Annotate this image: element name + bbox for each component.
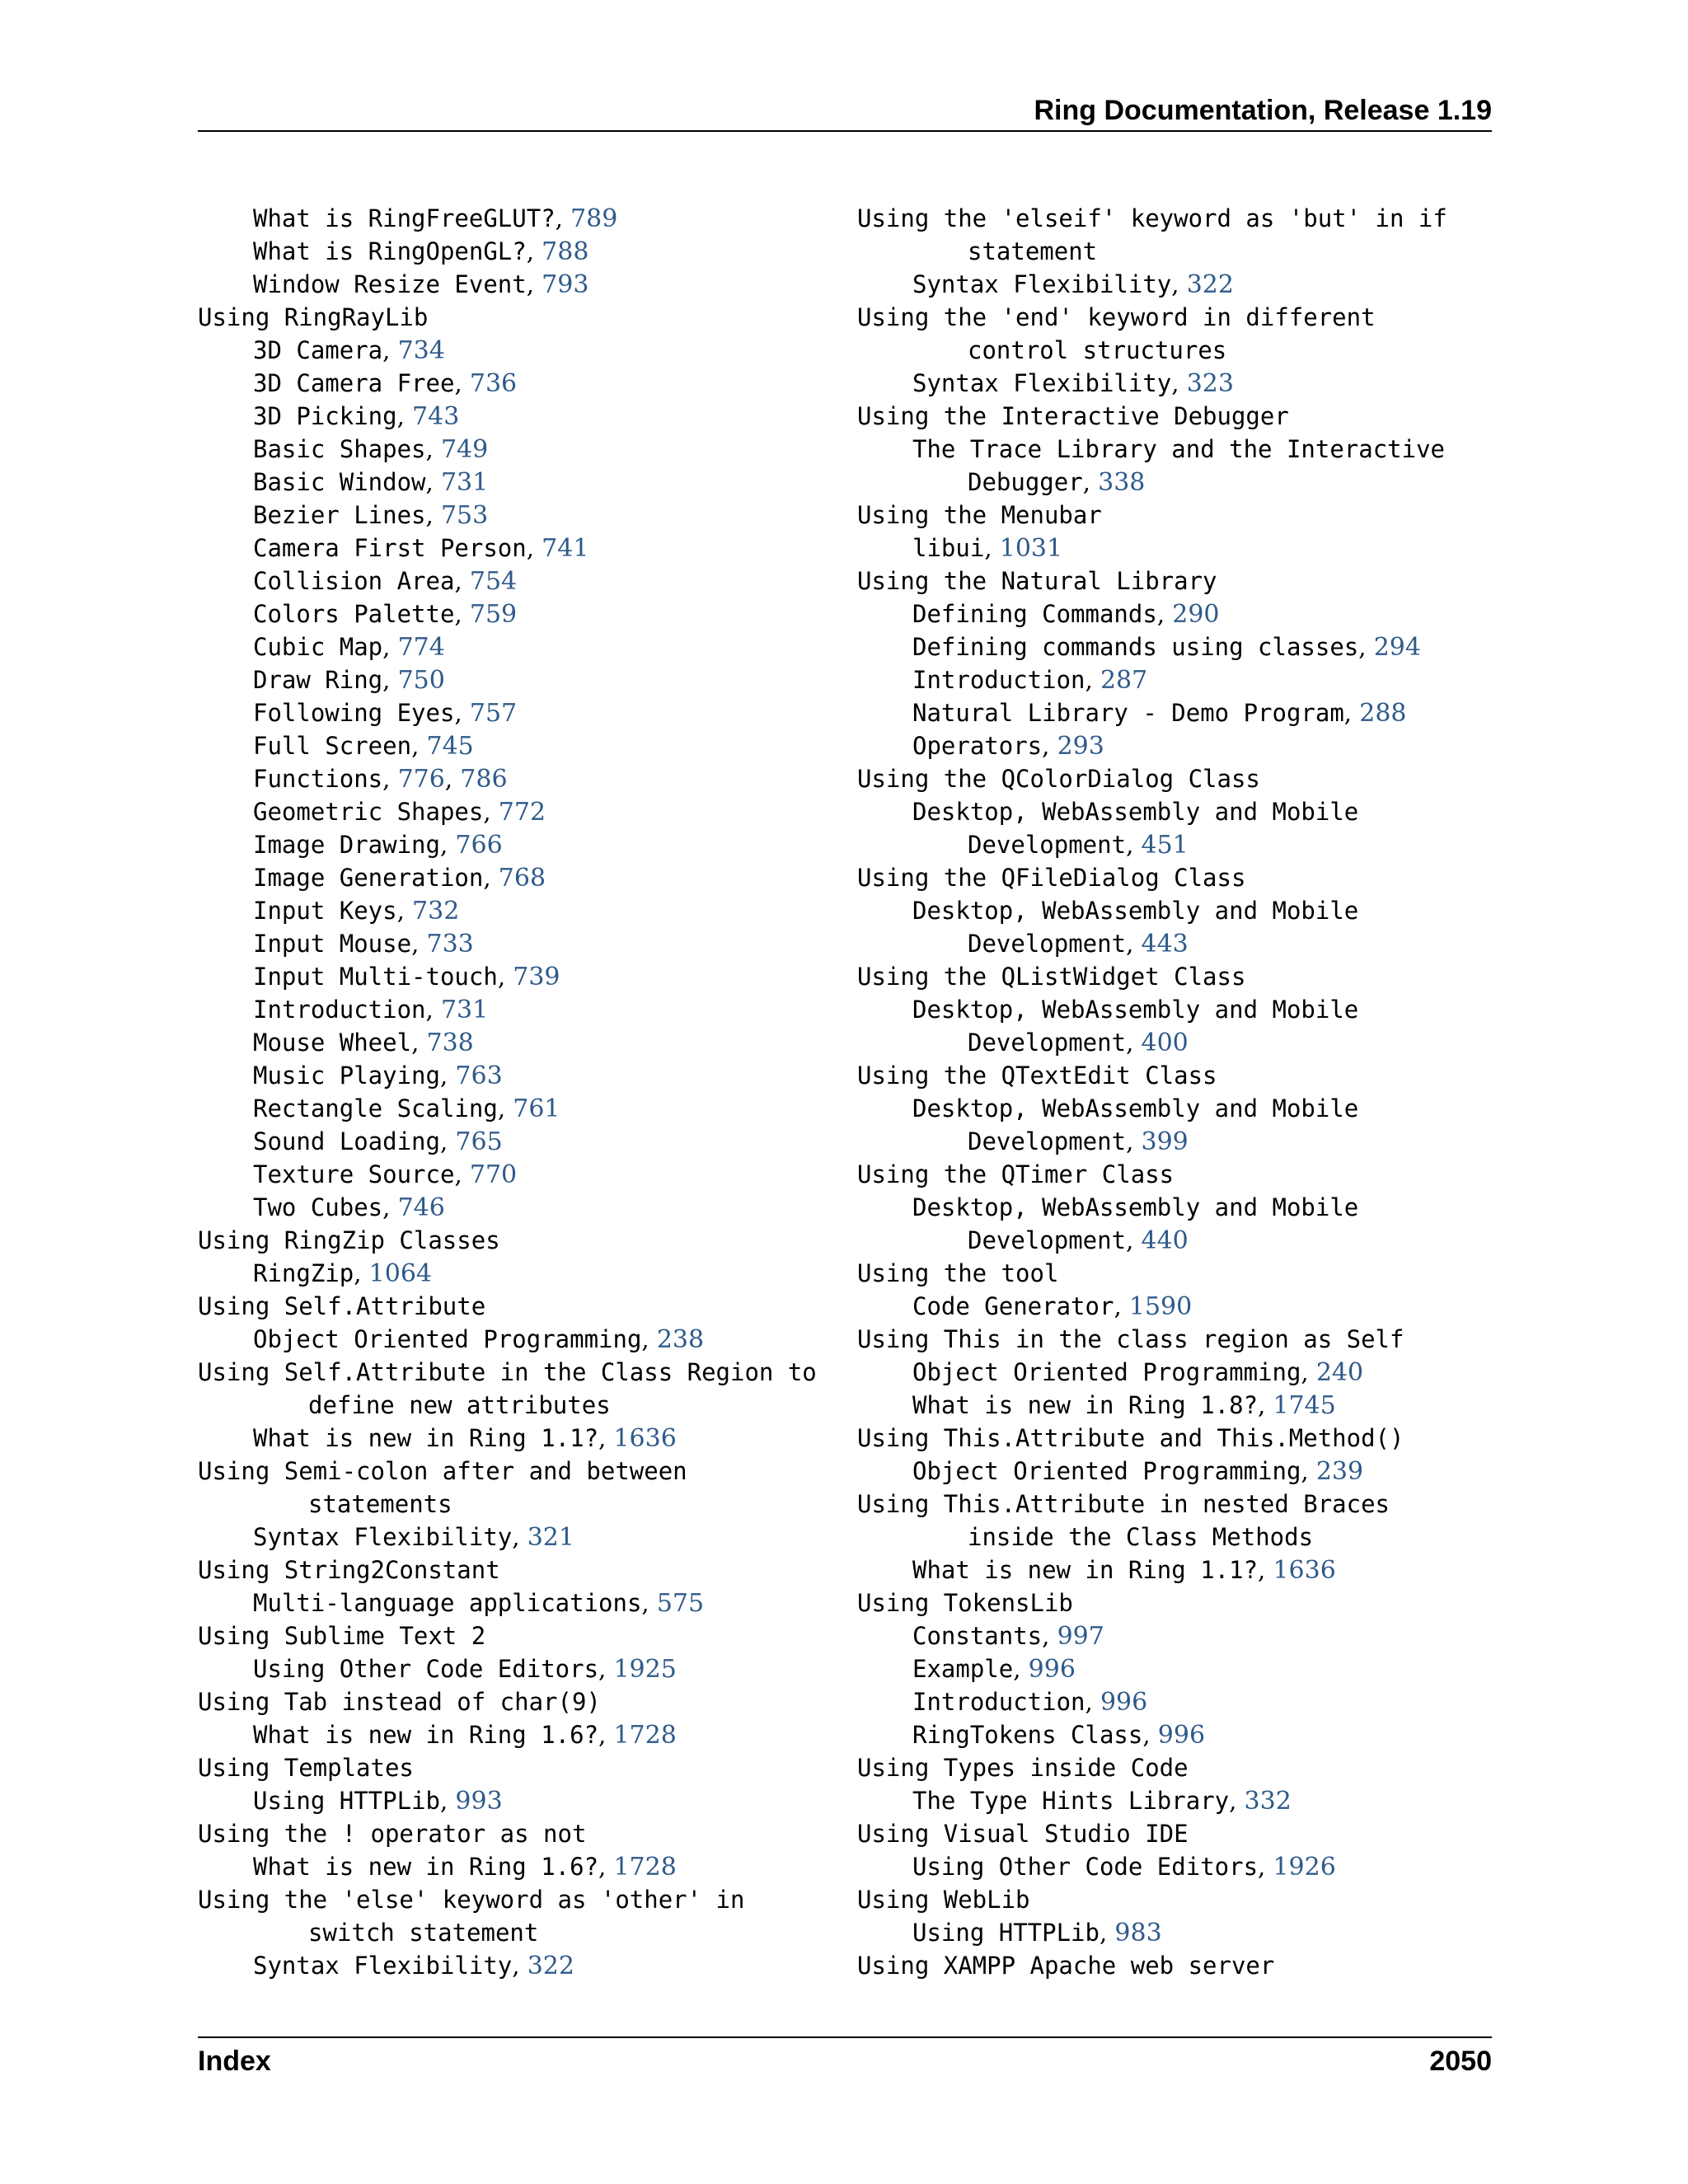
page-link[interactable]: 332 bbox=[1244, 1787, 1292, 1816]
page-link[interactable]: 753 bbox=[440, 501, 489, 530]
index-subentry: Using Other Code Editors, 1925 bbox=[253, 1655, 677, 1684]
page-link[interactable]: 1636 bbox=[1273, 1556, 1336, 1585]
index-subentry bbox=[857, 993, 1492, 1026]
page-link[interactable]: 1590 bbox=[1128, 1292, 1193, 1321]
index-entry bbox=[857, 1751, 1492, 1784]
index-subentry: Defining commands using classes, 294 bbox=[912, 633, 1421, 662]
index-subentry: What is new in Ring 1.8?, 1745 bbox=[912, 1391, 1336, 1420]
index-term: Window Resize Event bbox=[253, 270, 527, 298]
index-subentry bbox=[857, 795, 1492, 828]
index-term: Using Self.Attribute bbox=[198, 1292, 486, 1320]
index-entry bbox=[198, 1817, 832, 1850]
index-term: Development bbox=[968, 1226, 1127, 1254]
page-link[interactable]: 288 bbox=[1359, 699, 1407, 728]
index-term: Using the 'end' keyword in different bbox=[857, 303, 1376, 331]
index-subentry: RingTokens Class, 996 bbox=[912, 1721, 1206, 1750]
index-term: Object Oriented Programming bbox=[912, 1358, 1301, 1386]
index-term: Multi-language applications bbox=[253, 1589, 642, 1617]
index-entry bbox=[857, 762, 1492, 795]
index-subentry: Cubic Map, 774 bbox=[253, 633, 445, 662]
index-entry-continuation: Development, 440 bbox=[968, 1226, 1189, 1255]
index-entry-continuation: Development, 400 bbox=[968, 1029, 1189, 1057]
index-subentry: Collision Area, 754 bbox=[253, 567, 518, 596]
page-link[interactable]: 1745 bbox=[1273, 1391, 1336, 1420]
page-link[interactable]: 1926 bbox=[1273, 1853, 1336, 1882]
page-link[interactable]: 731 bbox=[440, 468, 489, 497]
index-term: switch statement bbox=[308, 1919, 539, 1947]
index-subentry: libui, 1031 bbox=[912, 534, 1063, 563]
page-link[interactable]: 1728 bbox=[613, 1721, 677, 1750]
index-subentry: Syntax Flexibility, 323 bbox=[912, 369, 1234, 398]
page-link[interactable]: 736 bbox=[469, 369, 518, 398]
index-subentry: 3D Camera, 734 bbox=[253, 336, 445, 365]
page-link[interactable]: 743 bbox=[412, 402, 460, 431]
page-link[interactable]: 772 bbox=[498, 798, 546, 827]
page-link[interactable]: 451 bbox=[1141, 831, 1189, 860]
page-link[interactable]: 293 bbox=[1057, 732, 1104, 761]
index-entry bbox=[857, 202, 1492, 235]
index-subentry bbox=[857, 894, 1492, 927]
index-entry bbox=[198, 1290, 832, 1323]
index-term: Using the QTextEdit Class bbox=[857, 1062, 1217, 1090]
index-subentry: Geometric Shapes, 772 bbox=[253, 798, 546, 827]
index-term: What is RingOpenGL? bbox=[253, 237, 527, 265]
page-link[interactable]: 996 bbox=[1157, 1721, 1206, 1750]
index-entry bbox=[198, 1751, 832, 1784]
index-term: Using This in the class region as Self bbox=[857, 1325, 1404, 1353]
page-link[interactable]: 440 bbox=[1141, 1226, 1189, 1255]
index-term: Using the 'else' keyword as 'other' in bbox=[198, 1886, 745, 1914]
index-subentry: Using Other Code Editors, 1926 bbox=[912, 1853, 1336, 1882]
index-term: Using This.Attribute and This.Method() bbox=[857, 1424, 1404, 1452]
index-term: Bezier Lines bbox=[253, 501, 426, 529]
index-term: Using XAMPP Apache web server bbox=[857, 1952, 1275, 1980]
index-term: Following Eyes bbox=[253, 699, 455, 727]
index-term: Functions bbox=[253, 765, 383, 793]
index-subentry: Operators, 293 bbox=[912, 732, 1104, 761]
index-entry bbox=[198, 1883, 832, 1916]
page-link[interactable]: 1636 bbox=[613, 1424, 677, 1453]
index-subentry: Constants, 997 bbox=[912, 1622, 1104, 1651]
index-entry bbox=[857, 861, 1492, 894]
index-term: statement bbox=[968, 237, 1098, 265]
index-entry bbox=[857, 565, 1492, 598]
index-term: Input Keys bbox=[253, 897, 397, 925]
index-subentry: Introduction, 996 bbox=[912, 1688, 1148, 1717]
index-entry-continuation: Development, 399 bbox=[968, 1127, 1189, 1156]
index-term: Defining commands using classes bbox=[912, 633, 1359, 661]
index-term: Using RingZip Classes bbox=[198, 1226, 500, 1254]
index-entry bbox=[857, 1586, 1492, 1619]
index-term: Operators bbox=[912, 732, 1043, 760]
page-link[interactable]: 290 bbox=[1172, 600, 1220, 629]
index-subentry: Syntax Flexibility, 322 bbox=[253, 1952, 574, 1980]
page-link[interactable]: 776 bbox=[397, 765, 445, 794]
index-term: Using the 'elseif' keyword as 'but' in if bbox=[857, 204, 1447, 232]
page-link[interactable]: 996 bbox=[1028, 1655, 1076, 1684]
index-subentry: The Type Hints Library, 332 bbox=[912, 1787, 1292, 1816]
index-entry bbox=[198, 1619, 832, 1652]
index-subentry: Introduction, 287 bbox=[912, 666, 1148, 695]
page-link[interactable]: 1031 bbox=[999, 534, 1063, 563]
index-term: The Trace Library and the Interactive bbox=[912, 435, 1446, 463]
index-term: Using the Natural Library bbox=[857, 567, 1217, 595]
index-subentry: Mouse Wheel, 738 bbox=[253, 1029, 474, 1057]
index-subentry: Bezier Lines, 753 bbox=[253, 501, 489, 530]
page-link[interactable]: 294 bbox=[1373, 633, 1421, 662]
index-term: Desktop, WebAssembly and Mobile bbox=[912, 1094, 1359, 1122]
header-rule bbox=[198, 130, 1492, 132]
index-term: RingZip bbox=[253, 1259, 354, 1287]
index-entry-continuation bbox=[857, 1521, 1492, 1554]
index-term: Mouse Wheel bbox=[253, 1029, 412, 1057]
index-subentry bbox=[857, 1092, 1492, 1125]
index-entry bbox=[857, 1323, 1492, 1356]
index-term: Syntax Flexibility bbox=[912, 270, 1172, 298]
index-subentry: Sound Loading, 765 bbox=[253, 1127, 503, 1156]
index-entry-continuation bbox=[857, 334, 1492, 367]
index-subentry: Colors Palette, 759 bbox=[253, 600, 518, 629]
page-link[interactable]: 322 bbox=[1186, 270, 1234, 299]
index-subentry: Texture Source, 770 bbox=[253, 1160, 518, 1189]
index-term: Desktop, WebAssembly and Mobile bbox=[912, 996, 1359, 1024]
running-header: Ring Documentation, Release 1.19 bbox=[1034, 95, 1492, 126]
index-entry bbox=[857, 960, 1492, 993]
index-subentry: RingZip, 1064 bbox=[253, 1259, 433, 1288]
page-link[interactable]: 731 bbox=[440, 996, 489, 1024]
index-entry-continuation bbox=[198, 1488, 832, 1521]
index-term: Introduction bbox=[912, 666, 1085, 694]
index-entry bbox=[857, 400, 1492, 433]
index-term: Introduction bbox=[912, 1688, 1085, 1716]
index-entry bbox=[198, 1356, 832, 1389]
index-term: Image Generation bbox=[253, 864, 484, 892]
page-link[interactable]: 238 bbox=[656, 1325, 705, 1354]
index-column-left bbox=[198, 202, 832, 1982]
index-term: Using Other Code Editors bbox=[253, 1655, 599, 1683]
index-term: Using the Interactive Debugger bbox=[857, 402, 1289, 430]
page-link[interactable]: 770 bbox=[469, 1160, 518, 1189]
index-term: What is new in Ring 1.6? bbox=[253, 1853, 599, 1881]
page-link[interactable]: 733 bbox=[426, 930, 474, 958]
index-term: Geometric Shapes bbox=[253, 798, 484, 826]
page-link[interactable]: 443 bbox=[1141, 930, 1189, 958]
index-entry bbox=[857, 301, 1492, 334]
index-term: Basic Shapes bbox=[253, 435, 426, 463]
index-term: Input Multi-touch bbox=[253, 963, 498, 991]
index-term: Using Semi-colon after and between bbox=[198, 1457, 687, 1485]
page-link[interactable]: 786 bbox=[460, 765, 508, 794]
index-subentry: Syntax Flexibility, 321 bbox=[253, 1523, 574, 1552]
page-link[interactable]: 745 bbox=[426, 732, 474, 761]
index-term: Example bbox=[912, 1655, 1014, 1683]
index-subentry: Object Oriented Programming, 239 bbox=[912, 1457, 1364, 1486]
page-link[interactable]: 996 bbox=[1100, 1688, 1148, 1717]
index-term: Using Templates bbox=[198, 1754, 414, 1782]
index-term: Camera First Person bbox=[253, 534, 527, 562]
page-footer bbox=[198, 2042, 1492, 2080]
index-term: Using HTTPLib bbox=[912, 1919, 1100, 1947]
index-entry-continuation bbox=[857, 235, 1492, 268]
index-subentry: 3D Picking, 743 bbox=[253, 402, 460, 431]
index-term: inside the Class Methods bbox=[968, 1523, 1314, 1551]
page-link[interactable]: 761 bbox=[513, 1094, 560, 1123]
page-link[interactable]: 739 bbox=[513, 963, 560, 991]
index-term: The Type Hints Library bbox=[912, 1787, 1230, 1815]
index-term: libui bbox=[912, 534, 985, 562]
index-subentry: What is RingOpenGL?, 788 bbox=[253, 237, 589, 266]
index-term: Debugger bbox=[968, 468, 1083, 496]
index-term: Using Tab instead of char(9) bbox=[198, 1688, 601, 1716]
index-term: Syntax Flexibility bbox=[253, 1523, 513, 1551]
index-subentry: What is new in Ring 1.1?, 1636 bbox=[253, 1424, 677, 1453]
index-entry bbox=[198, 1685, 832, 1718]
index-subentry: Using HTTPLib, 993 bbox=[253, 1787, 503, 1816]
index-subentry: Defining Commands, 290 bbox=[912, 600, 1220, 629]
page-link[interactable]: 789 bbox=[570, 204, 618, 233]
index-term: Introduction bbox=[253, 996, 426, 1024]
index-term: Two Cubes bbox=[253, 1193, 383, 1221]
page-link[interactable]: 741 bbox=[542, 534, 589, 563]
index-term: Collision Area bbox=[253, 567, 455, 595]
index-subentry: Introduction, 731 bbox=[253, 996, 489, 1024]
index-term: Using the ! operator as not bbox=[198, 1820, 587, 1848]
index-term: 3D Camera Free bbox=[253, 369, 455, 397]
index-term: Using the tool bbox=[857, 1259, 1059, 1287]
index-subentry bbox=[857, 1191, 1492, 1224]
page-link[interactable]: 774 bbox=[397, 633, 445, 662]
index-term: Full Screen bbox=[253, 732, 412, 760]
page-link[interactable]: 1728 bbox=[613, 1853, 677, 1882]
index-term: statements bbox=[308, 1490, 452, 1518]
index-subentry: Using HTTPLib, 983 bbox=[912, 1919, 1162, 1947]
index-entry bbox=[857, 1422, 1492, 1455]
index-subentry: What is new in Ring 1.6?, 1728 bbox=[253, 1853, 677, 1882]
index-subentry: What is new in Ring 1.1?, 1636 bbox=[912, 1556, 1336, 1585]
index-entry-continuation bbox=[198, 1389, 832, 1422]
page-link[interactable]: 732 bbox=[412, 897, 460, 926]
index-entry bbox=[198, 301, 832, 334]
index-entry bbox=[198, 1455, 832, 1488]
index-term: Draw Ring bbox=[253, 666, 383, 694]
index-subentry: Basic Shapes, 749 bbox=[253, 435, 489, 464]
index-subentry: 3D Camera Free, 736 bbox=[253, 369, 518, 398]
index-entry bbox=[857, 1158, 1492, 1191]
index-term: Basic Window bbox=[253, 468, 426, 496]
index-term: Development bbox=[968, 831, 1127, 859]
page-link[interactable]: 338 bbox=[1098, 468, 1146, 497]
index-term: Desktop, WebAssembly and Mobile bbox=[912, 897, 1359, 925]
index-subentry: Image Drawing, 766 bbox=[253, 831, 503, 860]
page-link[interactable]: 768 bbox=[498, 864, 546, 893]
index-term: Texture Source bbox=[253, 1160, 455, 1188]
index-term: Constants bbox=[912, 1622, 1043, 1650]
page-link[interactable]: 983 bbox=[1114, 1919, 1162, 1947]
index-term: Sound Loading bbox=[253, 1127, 440, 1155]
index-subentry: Full Screen, 745 bbox=[253, 732, 474, 761]
index-term: Using the Menubar bbox=[857, 501, 1102, 529]
index-term: Using the QFileDialog Class bbox=[857, 864, 1246, 892]
index-term: Development bbox=[968, 1127, 1127, 1155]
page-link[interactable]: 793 bbox=[542, 270, 589, 299]
index-subentry: Music Playing, 763 bbox=[253, 1062, 503, 1090]
index-term: What is new in Ring 1.1? bbox=[253, 1424, 599, 1452]
index-entry bbox=[857, 1488, 1492, 1521]
index-term: What is new in Ring 1.8? bbox=[912, 1391, 1259, 1419]
index-term: Music Playing bbox=[253, 1062, 440, 1090]
page-link[interactable]: 997 bbox=[1057, 1622, 1104, 1651]
index-term: What is RingFreeGLUT? bbox=[253, 204, 556, 232]
page-link[interactable]: 766 bbox=[455, 831, 503, 860]
index-term: Using HTTPLib bbox=[253, 1787, 440, 1815]
index-subentry: Object Oriented Programming, 238 bbox=[253, 1325, 705, 1354]
page-link[interactable]: 239 bbox=[1315, 1457, 1364, 1486]
page-link[interactable]: 400 bbox=[1141, 1029, 1189, 1057]
index-column-right bbox=[857, 202, 1492, 1982]
index-term: Object Oriented Programming bbox=[912, 1457, 1301, 1485]
index-term: Cubic Map bbox=[253, 633, 383, 661]
index-term: Using the QListWidget Class bbox=[857, 963, 1246, 991]
index-term: What is new in Ring 1.1? bbox=[912, 1556, 1259, 1584]
page-link[interactable]: 1064 bbox=[368, 1259, 433, 1288]
page-link[interactable]: 738 bbox=[426, 1029, 474, 1057]
page-link[interactable]: 757 bbox=[469, 699, 518, 728]
page-link[interactable]: 763 bbox=[455, 1062, 503, 1090]
index-entry bbox=[198, 1554, 832, 1586]
index-term: Using WebLib bbox=[857, 1886, 1030, 1914]
index-term: Using Types inside Code bbox=[857, 1754, 1189, 1782]
index-term: control structures bbox=[968, 336, 1227, 364]
page-link[interactable]: 765 bbox=[455, 1127, 503, 1156]
index-term: Development bbox=[968, 930, 1127, 958]
index-entry-continuation: Development, 443 bbox=[968, 930, 1189, 958]
index-term: Syntax Flexibility bbox=[253, 1952, 513, 1980]
index-entry bbox=[198, 1224, 832, 1257]
page-link[interactable]: 287 bbox=[1100, 666, 1148, 695]
index-subentry: Input Keys, 732 bbox=[253, 897, 460, 926]
index-term: Using TokensLib bbox=[857, 1589, 1073, 1617]
footer-section-label: Index bbox=[198, 2046, 271, 2077]
index-subentry: Object Oriented Programming, 240 bbox=[912, 1358, 1364, 1387]
index-term: Input Mouse bbox=[253, 930, 412, 958]
index-subentry: Input Multi-touch, 739 bbox=[253, 963, 560, 991]
index-term: 3D Camera bbox=[253, 336, 383, 364]
index-subentry: Example, 996 bbox=[912, 1655, 1076, 1684]
page-link[interactable]: 399 bbox=[1141, 1127, 1189, 1156]
index-subentry: What is new in Ring 1.6?, 1728 bbox=[253, 1721, 677, 1750]
page-link[interactable]: 993 bbox=[455, 1787, 503, 1816]
index-term: Using RingRayLib bbox=[198, 303, 429, 331]
index-term: define new attributes bbox=[308, 1391, 611, 1419]
index-entry bbox=[857, 1949, 1492, 1982]
index-term: Desktop, WebAssembly and Mobile bbox=[912, 798, 1359, 826]
page-link[interactable]: 749 bbox=[440, 435, 489, 464]
index-term: Syntax Flexibility bbox=[912, 369, 1172, 397]
index-term: RingTokens Class bbox=[912, 1721, 1143, 1749]
index-term: Image Drawing bbox=[253, 831, 440, 859]
index-term: Natural Library - Demo Program bbox=[912, 699, 1344, 727]
index-term: Development bbox=[968, 1029, 1127, 1057]
index-entry bbox=[857, 1883, 1492, 1916]
index-subentry: Image Generation, 768 bbox=[253, 864, 546, 893]
page-link[interactable]: 788 bbox=[542, 237, 589, 266]
index-subentry: Following Eyes, 757 bbox=[253, 699, 518, 728]
page-link[interactable]: 322 bbox=[527, 1952, 574, 1980]
footer-rule bbox=[198, 2036, 1492, 2038]
index-subentry: Rectangle Scaling, 761 bbox=[253, 1094, 560, 1123]
index-term: Colors Palette bbox=[253, 600, 455, 628]
page-link[interactable]: 746 bbox=[397, 1193, 445, 1222]
index-term: Using the QTimer Class bbox=[857, 1160, 1175, 1188]
index-subentry: Basic Window, 731 bbox=[253, 468, 489, 497]
index-subentry: Functions, 776, 786 bbox=[253, 765, 508, 794]
index-term: Object Oriented Programming bbox=[253, 1325, 642, 1353]
index-subentry: What is RingFreeGLUT?, 789 bbox=[253, 204, 618, 233]
index-term: What is new in Ring 1.6? bbox=[253, 1721, 599, 1749]
page-link[interactable]: 754 bbox=[469, 567, 518, 596]
page-link[interactable]: 750 bbox=[397, 666, 445, 695]
page-link[interactable]: 1925 bbox=[613, 1655, 677, 1684]
page-link[interactable]: 759 bbox=[469, 600, 518, 629]
index-subentry: Two Cubes, 746 bbox=[253, 1193, 445, 1222]
index-entry bbox=[857, 499, 1492, 532]
index-term: Using Sublime Text 2 bbox=[198, 1622, 486, 1650]
page-link[interactable]: 321 bbox=[527, 1523, 574, 1552]
index-subentry: Syntax Flexibility, 322 bbox=[912, 270, 1234, 299]
index-entry bbox=[857, 1059, 1492, 1092]
index-term: 3D Picking bbox=[253, 402, 397, 430]
index-subentry: Code Generator, 1590 bbox=[912, 1292, 1193, 1321]
index-term: Using This.Attribute in nested Braces bbox=[857, 1490, 1390, 1518]
index-entry-continuation bbox=[198, 1916, 832, 1949]
index-term: Using the QColorDialog Class bbox=[857, 765, 1260, 793]
index-subentry: Camera First Person, 741 bbox=[253, 534, 589, 563]
index-entry bbox=[857, 1817, 1492, 1850]
page-link[interactable]: 575 bbox=[656, 1589, 705, 1618]
index-entry-continuation: Development, 451 bbox=[968, 831, 1189, 860]
index-term: Code Generator bbox=[912, 1292, 1114, 1320]
index-term: Using Other Code Editors bbox=[912, 1853, 1259, 1881]
index-term: Rectangle Scaling bbox=[253, 1094, 498, 1122]
index-term: Defining Commands bbox=[912, 600, 1157, 628]
page-link[interactable]: 323 bbox=[1186, 369, 1234, 398]
index-subentry: Input Mouse, 733 bbox=[253, 930, 474, 958]
page-link[interactable]: 734 bbox=[397, 336, 445, 365]
index-subentry bbox=[857, 433, 1492, 466]
index-term: Desktop, WebAssembly and Mobile bbox=[912, 1193, 1359, 1221]
index-entry-continuation: Debugger, 338 bbox=[968, 468, 1146, 497]
index-term: Using Self.Attribute in the Class Region to bbox=[198, 1358, 817, 1386]
index-entry bbox=[857, 1257, 1492, 1290]
index-subentry: Window Resize Event, 793 bbox=[253, 270, 589, 299]
index-term: Using Visual Studio IDE bbox=[857, 1820, 1189, 1848]
page-link[interactable]: 240 bbox=[1315, 1358, 1364, 1387]
index-subentry: Multi-language applications, 575 bbox=[253, 1589, 705, 1618]
index-subentry: Draw Ring, 750 bbox=[253, 666, 445, 695]
index-term: Using String2Constant bbox=[198, 1556, 500, 1584]
footer-page-number: 2050 bbox=[1429, 2046, 1492, 2077]
index-subentry: Natural Library - Demo Program, 288 bbox=[912, 699, 1407, 728]
